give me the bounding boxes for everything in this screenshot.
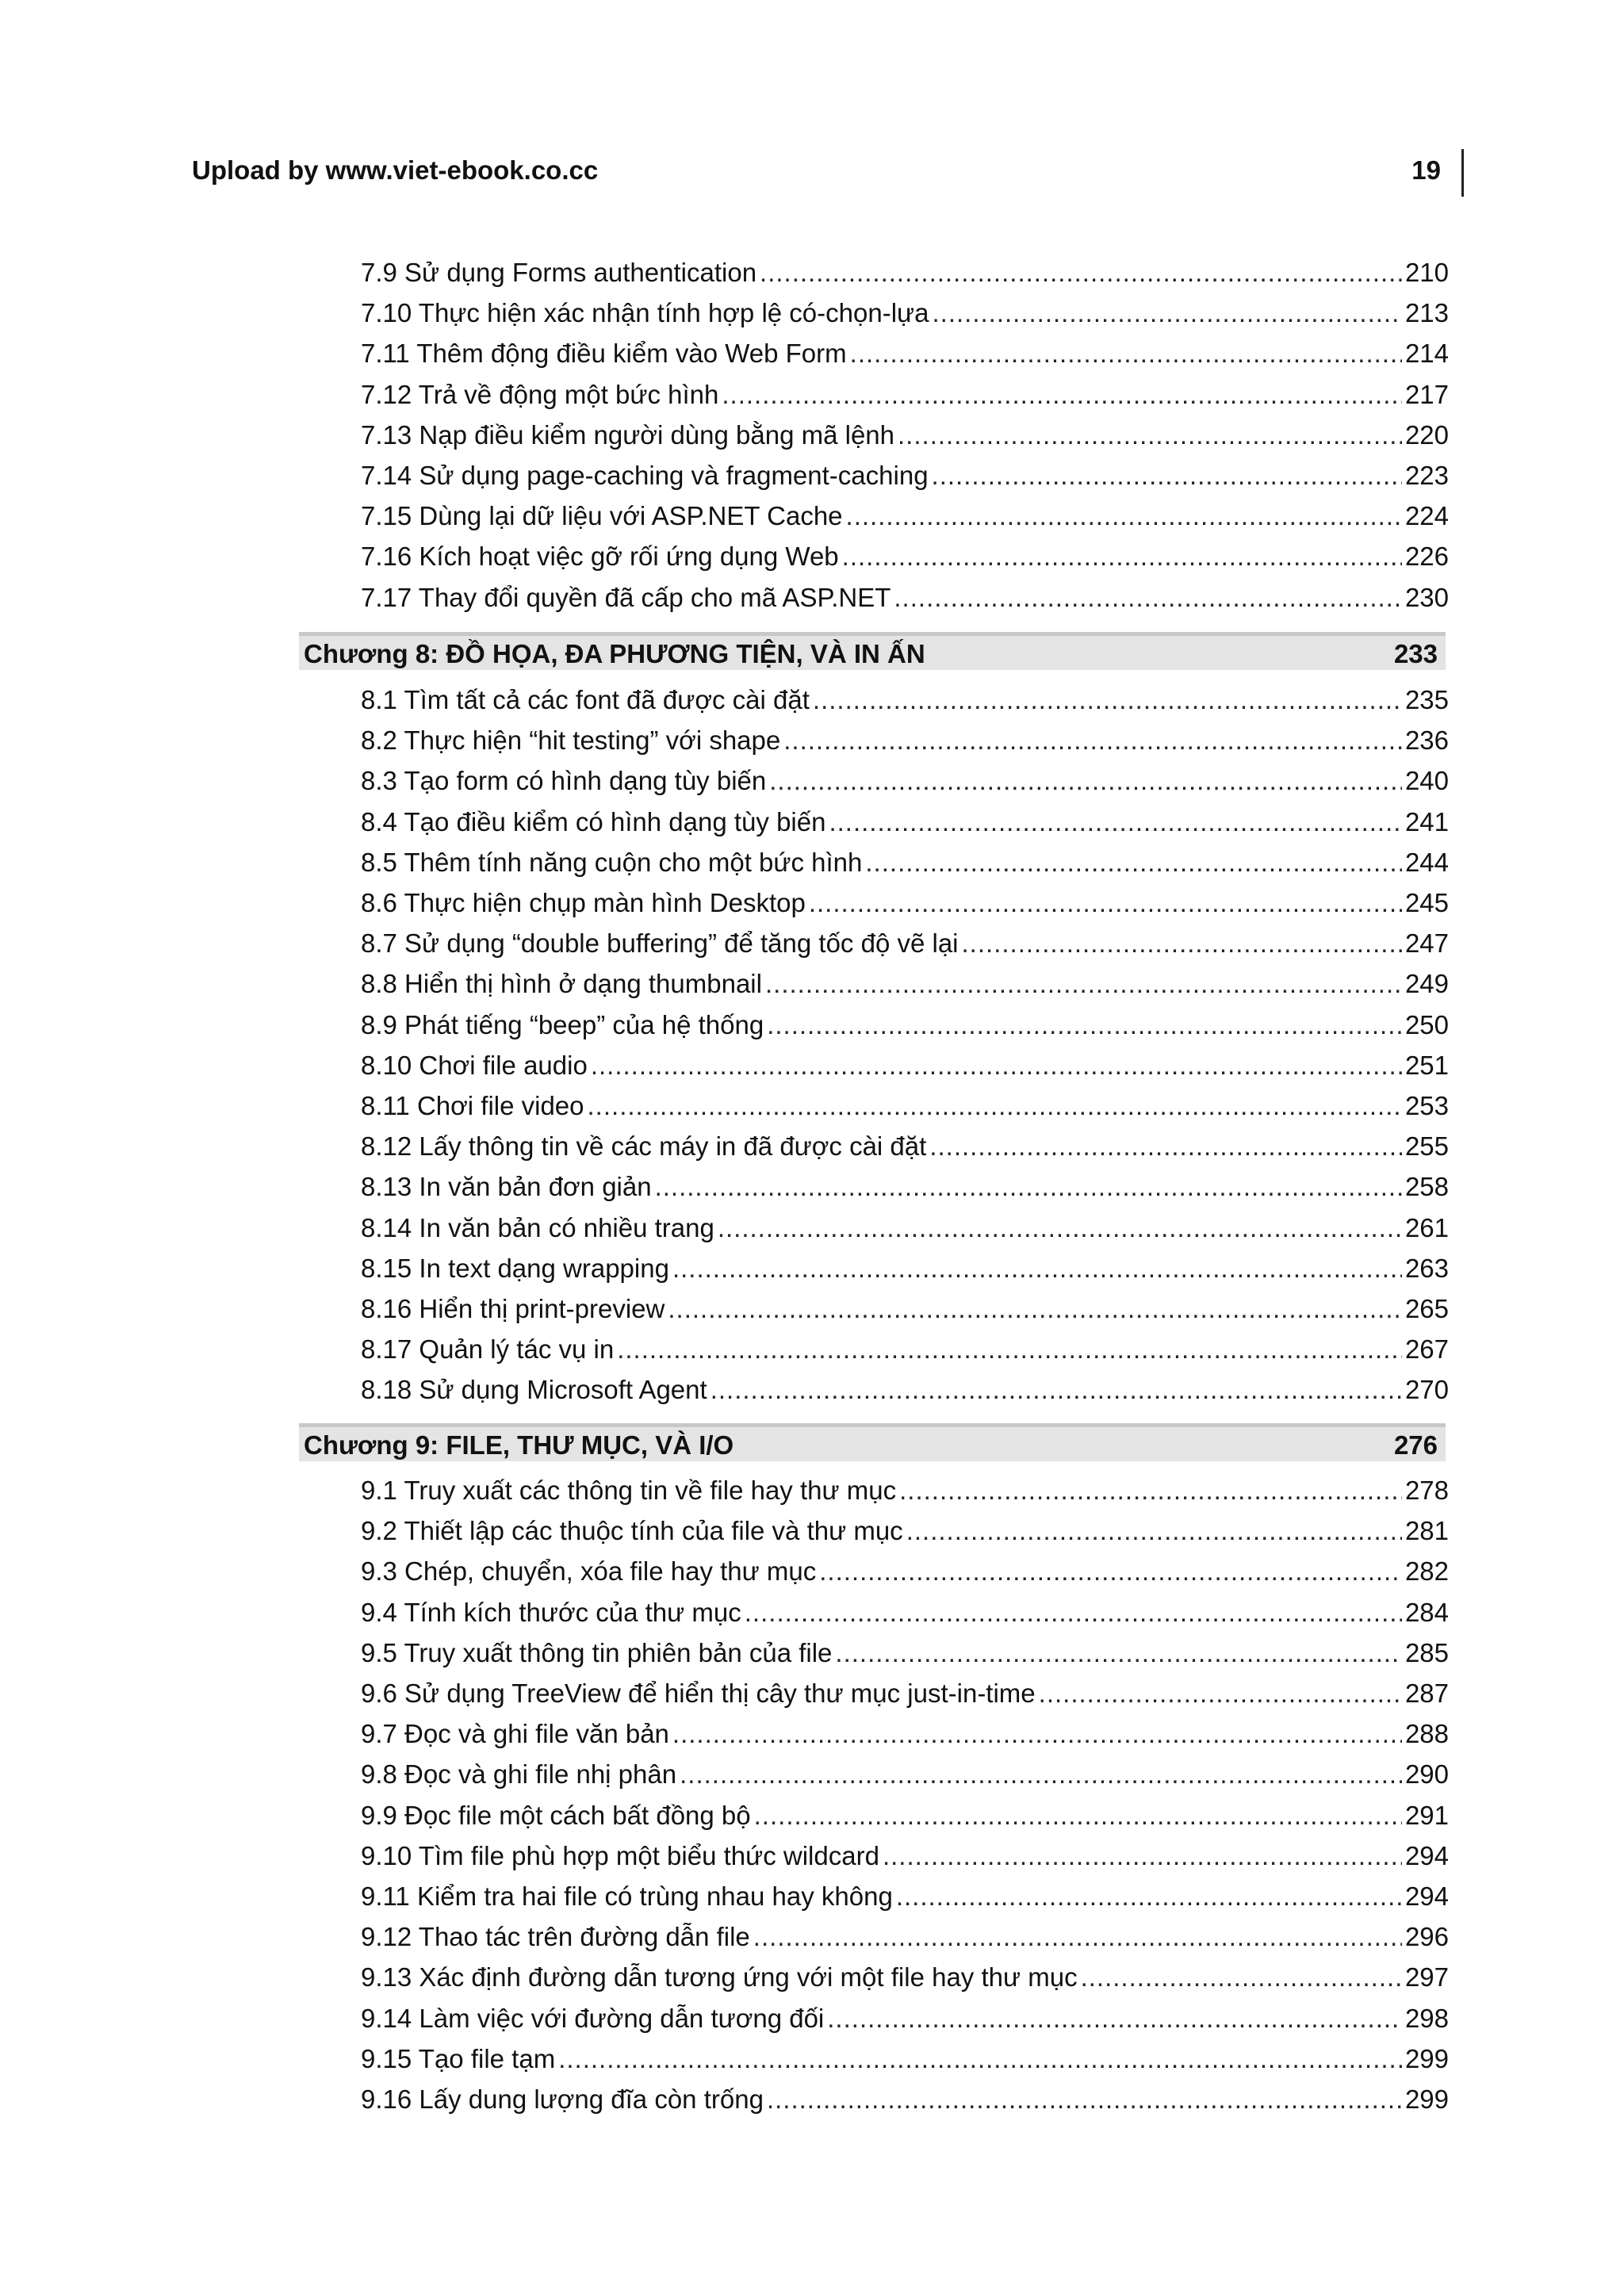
toc-dot-leader: [1081, 1962, 1402, 1992]
toc-entry-title: 7.14 Sử dụng page-caching và fragment-caching: [361, 461, 929, 490]
chapter-page: 276: [1393, 1430, 1438, 1460]
toc-entry-page: 294: [1404, 1840, 1449, 1870]
toc-entry-title: 8.5 Thêm tính năng cuộn cho một bức hình: [361, 847, 863, 877]
toc-entry: [361, 583, 1449, 618]
toc-entry-page: 214: [1404, 339, 1449, 369]
toc-entry: [361, 1516, 1449, 1551]
toc-dot-leader: [722, 380, 1402, 410]
upload-credit: Upload by www.viet-ebook.co.cc: [192, 155, 599, 185]
toc-entry: [361, 685, 1449, 720]
toc-dot-leader: [769, 766, 1402, 796]
toc-entry: [361, 1172, 1449, 1207]
toc-dot-leader: [850, 339, 1402, 369]
toc-dot-leader: [906, 1516, 1402, 1546]
toc-entry: [361, 1091, 1449, 1126]
toc-entry: [361, 2044, 1449, 2079]
toc-entry-page: 299: [1404, 2084, 1449, 2114]
toc-dot-leader: [846, 501, 1402, 531]
toc-entry-page: 265: [1404, 1294, 1449, 1323]
toc-entry: [361, 766, 1449, 801]
toc-entry-title: 8.17 Quản lý tác vụ in: [361, 1334, 615, 1365]
toc-entry: [361, 888, 1449, 923]
toc-dot-leader: [760, 258, 1402, 288]
toc-entry-page: 249: [1404, 969, 1449, 999]
toc-entry-title: 9.8 Đọc và ghi file nhị phân: [361, 1759, 677, 1790]
toc-entry-title: 7.13 Nạp điều kiểm người dùng bằng mã lệnh: [361, 419, 895, 450]
toc-entry-page: 270: [1404, 1375, 1449, 1405]
toc-entry-title: 8.14 In văn bản có nhiều trang: [361, 1212, 714, 1242]
page-number: 19: [1411, 155, 1441, 185]
toc-entry-page: 213: [1404, 298, 1449, 328]
toc-entry-title: 9.5 Truy xuất thông tin phiên bản của file: [361, 1637, 833, 1667]
toc-entry-title: 9.15 Tạo file tạm: [361, 2043, 556, 2073]
toc-dot-leader: [865, 848, 1402, 878]
toc-entry: [361, 1294, 1449, 1329]
chapter-page: 233: [1393, 639, 1438, 668]
toc-entry: [361, 928, 1449, 963]
toc-entry-title: 8.12 Lấy thông tin về các máy in đã được cài đặt: [361, 1131, 927, 1162]
toc-dot-leader: [617, 1334, 1402, 1365]
toc-entry: [361, 2004, 1449, 2038]
toc-entry-page: 278: [1404, 1476, 1449, 1505]
toc-dot-leader: [962, 928, 1402, 959]
toc-dot-leader: [718, 1213, 1402, 1243]
toc-entry: [361, 1254, 1449, 1288]
toc-dot-leader: [842, 542, 1402, 572]
toc-entry-page: 244: [1404, 847, 1449, 877]
toc-dot-leader: [894, 583, 1402, 613]
page-header: [192, 155, 1461, 195]
toc-entry: [361, 1801, 1449, 1836]
toc-entry-title: 9.13 Xác định đường dẫn tương ứng với một file hay thư mục: [361, 1962, 1078, 1992]
toc-dot-leader: [809, 888, 1402, 918]
toc-entry-page: 282: [1404, 1556, 1449, 1587]
toc-dot-leader: [932, 298, 1401, 328]
toc-entry-page: 261: [1404, 1212, 1449, 1242]
toc-dot-leader: [672, 1719, 1402, 1749]
toc-dot-leader: [668, 1294, 1402, 1324]
toc-entry-page: 298: [1404, 2003, 1449, 2033]
toc-dot-leader: [932, 461, 1402, 491]
toc-entry-title: 9.9 Đọc file một cách bất đồng bộ: [361, 1800, 751, 1830]
toc-entry-page: 281: [1404, 1516, 1449, 1546]
toc-entry-page: 217: [1404, 379, 1449, 409]
toc-dot-leader: [710, 1375, 1402, 1405]
toc-entry: [361, 848, 1449, 882]
toc-entry: [361, 1051, 1449, 1085]
toc-entry-page: 240: [1404, 766, 1449, 796]
toc-dot-leader: [753, 1922, 1402, 1952]
toc-dot-leader: [765, 969, 1402, 999]
toc-entry-page: 299: [1404, 2043, 1449, 2073]
toc-entry-title: 8.7 Sử dụng “double buffering” để tăng tốc độ vẽ lại: [361, 928, 959, 959]
toc-entry-title: 8.16 Hiển thị print-preview: [361, 1294, 665, 1323]
toc-entry: [361, 1131, 1449, 1166]
toc-entry-title: 8.3 Tạo form có hình dạng tùy biến: [361, 766, 767, 796]
toc-entry: [361, 1679, 1449, 1713]
toc-entry-page: 255: [1404, 1131, 1449, 1162]
toc-entry-page: 258: [1404, 1172, 1449, 1202]
toc-entry: [361, 807, 1449, 842]
toc-dot-leader: [655, 1172, 1402, 1202]
toc-entry-page: 285: [1404, 1637, 1449, 1667]
toc-dot-leader: [680, 1759, 1402, 1790]
toc-entry-title: 7.15 Dùng lại dữ liệu với ASP.NET Cache: [361, 501, 843, 531]
toc-entry-title: 7.10 Thực hiện xác nhận tính hợp lệ có-chọn-lựa: [361, 298, 929, 328]
toc-entry-page: 224: [1404, 501, 1449, 531]
toc-dot-leader: [898, 420, 1402, 450]
toc-entry-title: 8.9 Phát tiếng “beep” của hệ thống: [361, 1009, 764, 1039]
toc-entry: [361, 501, 1449, 536]
toc-dot-leader: [672, 1254, 1402, 1284]
toc-entry-page: 253: [1404, 1091, 1449, 1120]
toc-entry-title: 7.11 Thêm động điều kiểm vào Web Form: [361, 339, 847, 369]
toc-dot-leader: [591, 1051, 1402, 1081]
toc-entry-page: 235: [1404, 685, 1449, 714]
toc-entry: [361, 1213, 1449, 1248]
toc-entry-title: 8.18 Sử dụng Microsoft Agent: [361, 1375, 707, 1405]
toc-entry-page: 230: [1404, 582, 1449, 612]
toc-entry-title: 9.6 Sử dụng TreeView để hiển thị cây thư mục just-in-time: [361, 1679, 1036, 1708]
toc-entry-page: 247: [1404, 928, 1449, 959]
toc-entry: [361, 542, 1449, 576]
toc-entry: [361, 461, 1449, 496]
toc-entry-page: 223: [1404, 461, 1449, 490]
toc-dot-leader: [588, 1091, 1402, 1121]
toc-entry: [361, 298, 1449, 333]
toc-dot-leader: [829, 807, 1401, 837]
toc-dot-leader: [783, 725, 1402, 756]
toc-entry: [361, 1598, 1449, 1633]
toc-entry: [361, 258, 1449, 293]
toc-entry-page: 250: [1404, 1009, 1449, 1039]
toc-dot-leader: [745, 1598, 1402, 1628]
toc-entry-page: 236: [1404, 725, 1449, 756]
toc-entry-page: 245: [1404, 888, 1449, 917]
toc-entry: [361, 1881, 1449, 1916]
toc-dot-leader: [883, 1841, 1402, 1871]
toc-entry: [361, 1962, 1449, 1997]
toc-entry-page: 290: [1404, 1759, 1449, 1790]
toc-dot-leader: [819, 1556, 1402, 1587]
toc-entry-title: 9.7 Đọc và ghi file văn bản: [361, 1719, 669, 1749]
toc-entry-title: 9.10 Tìm file phù hợp một biểu thức wildcard: [361, 1840, 879, 1870]
toc-entry-title: 7.17 Thay đổi quyền đã cấp cho mã ASP.NET: [361, 582, 891, 612]
toc-dot-leader: [558, 2044, 1402, 2074]
toc-entry: [361, 1922, 1449, 1957]
toc-entry: [361, 969, 1449, 1004]
toc-entry-page: 291: [1404, 1800, 1449, 1830]
toc-entry-title: 8.8 Hiển thị hình ở dạng thumbnail: [361, 969, 762, 999]
toc-entry-page: 296: [1404, 1922, 1449, 1952]
toc-entry-page: 251: [1404, 1050, 1449, 1080]
toc-entry: [361, 725, 1449, 760]
toc-entry-title: 9.16 Lấy dung lượng đĩa còn trống: [361, 2084, 764, 2114]
toc-entry: [361, 420, 1449, 455]
toc-entry: [361, 1759, 1449, 1794]
toc-entry: [361, 339, 1449, 373]
toc-entry-title: 8.15 In text dạng wrapping: [361, 1253, 669, 1283]
toc-entry-title: 8.6 Thực hiện chụp màn hình Desktop: [361, 888, 806, 917]
toc-dot-leader: [899, 1476, 1402, 1506]
toc-entry: [361, 1375, 1449, 1410]
toc-entry: [361, 1719, 1449, 1754]
toc-entry: [361, 1010, 1449, 1045]
toc-entry: [361, 2084, 1449, 2119]
toc-dot-leader: [896, 1881, 1402, 1912]
toc-dot-leader: [813, 685, 1402, 715]
toc-entry-title: 9.12 Thao tác trên đường dẫn file: [361, 1922, 750, 1952]
toc-entry-title: 9.11 Kiểm tra hai file có trùng nhau hay không: [361, 1881, 893, 1911]
toc-entry: [361, 1556, 1449, 1591]
toc-entry-title: 8.1 Tìm tất cả các font đã được cài đặt: [361, 685, 810, 714]
chapter-heading: [299, 1423, 1446, 1461]
toc-dot-leader: [929, 1131, 1402, 1162]
toc-entry-title: 9.14 Làm việc với đường dẫn tương đối: [361, 2003, 825, 2033]
toc-dot-leader: [835, 1638, 1402, 1668]
chapter-title: Chương 9: FILE, THƯ MỤC, VÀ I/O: [304, 1430, 734, 1460]
toc-entry-page: 297: [1404, 1962, 1449, 1992]
chapter-title: Chương 8: ĐỒ HỌA, ĐA PHƯƠNG TIỆN, VÀ IN ẤN: [304, 639, 925, 668]
toc-entry-title: 9.4 Tính kích thước của thư mục: [361, 1597, 741, 1627]
chapter-heading: [299, 632, 1446, 670]
toc-entry-title: 7.9 Sử dụng Forms authentication: [361, 258, 757, 287]
toc-dot-leader: [767, 2084, 1402, 2115]
toc-entry: [361, 1638, 1449, 1673]
toc-entry-title: 9.2 Thiết lập các thuộc tính của file và thư mục: [361, 1516, 903, 1546]
toc-entry: [361, 1841, 1449, 1876]
toc-entry-page: 288: [1404, 1719, 1449, 1749]
toc-entry-page: 226: [1404, 542, 1449, 572]
toc-entry-page: 287: [1404, 1679, 1449, 1708]
toc-entry-page: 210: [1404, 258, 1449, 287]
toc-entry-title: 7.12 Trả về động một bức hình: [361, 379, 719, 409]
toc-entry: [361, 380, 1449, 415]
toc-entry-page: 263: [1404, 1253, 1449, 1283]
toc-entry-title: 8.10 Chơi file audio: [361, 1050, 588, 1080]
toc-entry-page: 294: [1404, 1881, 1449, 1911]
toc-entry: [361, 1334, 1449, 1369]
toc-entry-page: 220: [1404, 419, 1449, 450]
toc-entry-page: 241: [1404, 806, 1449, 836]
toc-dot-leader: [827, 2004, 1402, 2034]
toc-entry-title: 8.2 Thực hiện “hit testing” với shape: [361, 725, 781, 756]
toc-entry-title: 7.16 Kích hoạt việc gỡ rối ứng dụng Web: [361, 542, 839, 572]
toc-dot-leader: [767, 1010, 1402, 1040]
header-divider: [1461, 149, 1464, 197]
toc-entry-title: 8.11 Chơi file video: [361, 1091, 584, 1120]
toc-entry-page: 284: [1404, 1597, 1449, 1627]
toc-entry-page: 267: [1404, 1334, 1449, 1365]
toc-dot-leader: [754, 1801, 1402, 1831]
toc-entry-title: 9.1 Truy xuất các thông tin về file hay thư mục: [361, 1476, 897, 1505]
toc-entry-title: 8.13 In văn bản đơn giản: [361, 1172, 652, 1202]
toc-entry-title: 9.3 Chép, chuyển, xóa file hay thư mục: [361, 1556, 817, 1587]
toc-entry-title: 8.4 Tạo điều kiểm có hình dạng tùy biến: [361, 806, 826, 836]
toc-entry: [361, 1476, 1449, 1510]
toc-dot-leader: [1039, 1679, 1402, 1709]
